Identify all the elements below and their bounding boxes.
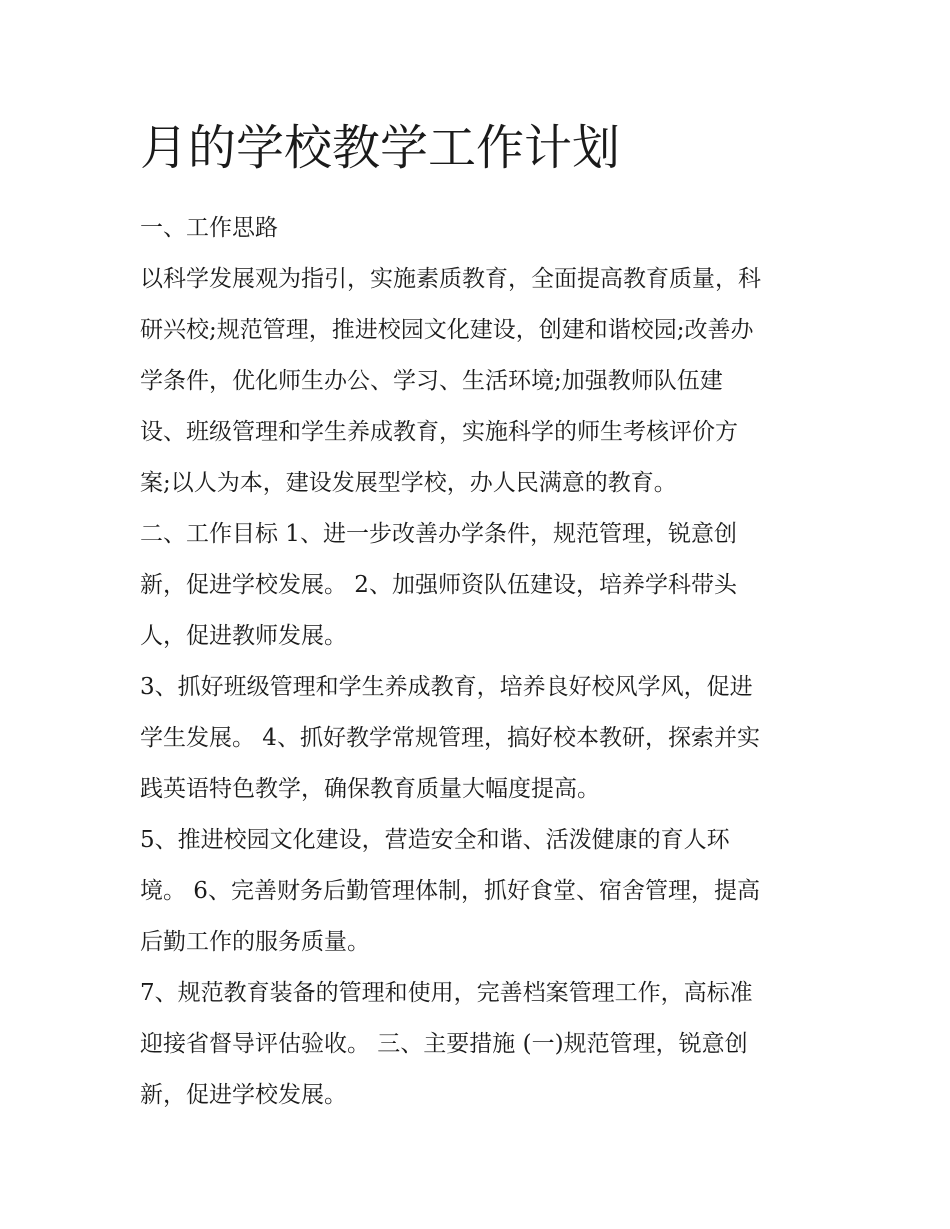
paragraph-line: 境。 6、完善财务后勤管理体制，抓好食堂、宿舍管理，提高 [140,878,760,904]
paragraph-line: 研兴校;规范管理，推进校园文化建设，创建和谐校园;改善办 [140,317,754,343]
paragraph-line: 学生发展。 4、抓好教学常规管理，搞好校本教研，探索并实 [140,725,760,751]
paragraph-line: 7、规范教育装备的管理和使用，完善档案管理工作，高标准 [140,980,753,1006]
paragraph-line: 一、工作思路 [140,215,278,241]
paragraph-line: 设、班级管理和学生养成教育，实施科学的师生考核评价方 [140,419,738,445]
paragraph-line: 迎接省督导评估验收。 三、主要措施 (一)规范管理，锐意创 [140,1031,748,1057]
paragraph-line: 5、推进校园文化建设，营造安全和谐、活泼健康的育人环 [140,827,730,853]
document-body [140,203,820,1121]
paragraph-line: 后勤工作的服务质量。 [140,929,370,955]
paragraph-line: 人，促进教师发展。 [140,623,347,649]
paragraph [140,254,820,509]
paragraph-line: 践英语特色教学，确保教育质量大幅度提高。 [140,776,600,802]
paragraph [140,815,820,968]
paragraph-line: 以科学发展观为指引，实施素质教育，全面提高教育质量，科 [140,266,761,292]
paragraph-line: 新，促进学校发展。 [140,1082,347,1108]
paragraph-line: 新，促进学校发展。 2、加强师资队伍建设，培养学科带头 [140,572,737,598]
paragraph [140,662,820,815]
document-title: 月的学校教学工作计划 [140,120,621,176]
paragraph [140,203,820,254]
paragraph-line: 3、抓好班级管理和学生养成教育，培养良好校风学风，促进 [140,674,753,700]
paragraph-line: 学条件，优化师生办公、学习、生活环境;加强教师队伍建 [140,368,723,394]
paragraph-line: 案;以人为本，建设发展型学校，办人民满意的教育。 [140,470,677,496]
paragraph-line: 二、工作目标 1、进一步改善办学条件，规范管理，锐意创 [140,521,737,547]
paragraph [140,968,820,1121]
paragraph [140,509,820,662]
document-content [140,118,820,1121]
